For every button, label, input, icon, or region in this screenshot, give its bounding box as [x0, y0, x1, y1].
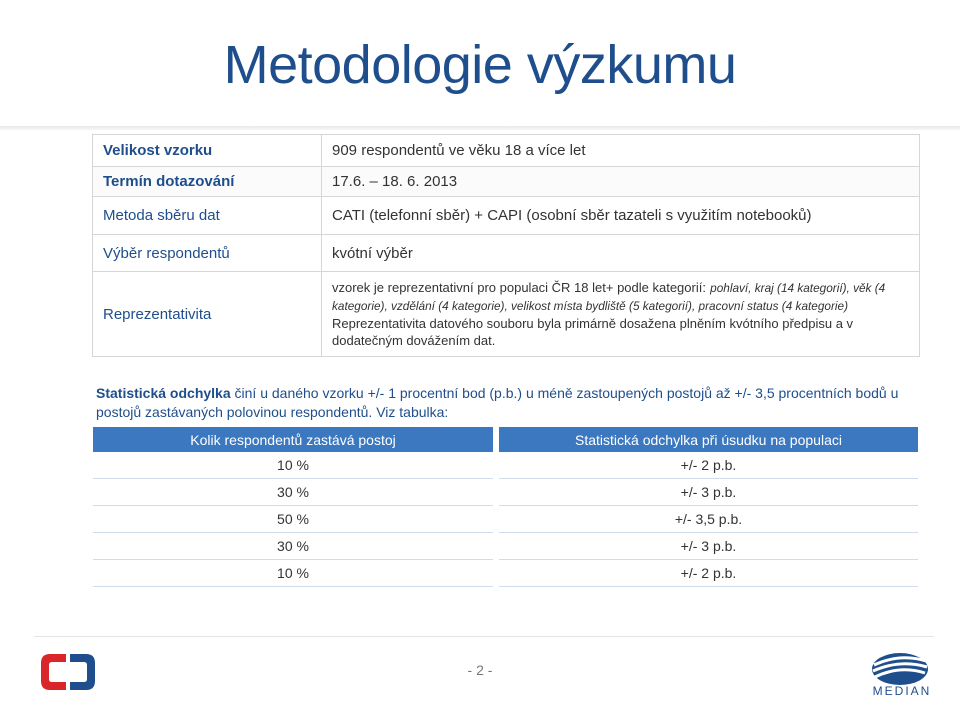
- table-cell: 10 %: [93, 452, 493, 479]
- info-row-sample-size: [93, 135, 920, 167]
- table-row: [93, 506, 918, 533]
- error-table-header: [93, 427, 918, 452]
- table-cell: +/- 2 p.b.: [499, 452, 918, 479]
- info-label: Reprezentativita: [93, 272, 322, 357]
- error-table: [93, 427, 918, 587]
- table-cell: +/- 3 p.b.: [499, 533, 918, 560]
- repr-text-2: Reprezentativita datového souboru byla primárně dosažena plněním kvótního předpisu a v dodatečným dovážením dat.: [332, 316, 854, 348]
- column-header: Kolik respondentů zastává postoj: [93, 427, 493, 452]
- page-number: - 2 -: [467, 662, 493, 678]
- note-text: činí u daného vzorku +/- 1 procentní bod (p.b.) u méně zastoupených postojů až +/- 3,5 procentních bodů u postojů zastávaných polovinou respondentů. Viz tabulka:: [96, 385, 899, 420]
- info-value: CATI (telefonní sběr) + CAPI (osobní sběr tazateli s využitím notebooků): [322, 197, 920, 235]
- table-cell: 30 %: [93, 479, 493, 506]
- statistical-error-note: [96, 384, 936, 422]
- info-value-representativeness: [322, 272, 920, 357]
- info-value: 909 respondentů ve věku 18 a více let: [322, 135, 920, 167]
- repr-categories: pohlaví, kraj (14 kategorií), věk (4 kategorie), vzdělání (4 kategorie), velikost místa bydliště (5 kategorií), pracovní status (4 kategorie): [332, 281, 886, 313]
- column-header: Statistická odchylka při úsudku na populaci: [499, 427, 918, 452]
- info-value: kvótní výběr: [322, 235, 920, 272]
- info-row-selection: [93, 235, 920, 272]
- table-cell: +/- 3 p.b.: [499, 479, 918, 506]
- table-cell: +/- 2 p.b.: [499, 560, 918, 587]
- info-label: Termín dotazování: [93, 167, 322, 197]
- info-row-method: [93, 197, 920, 235]
- info-label: Metoda sběru dat: [93, 197, 322, 235]
- info-row-representativeness: [93, 272, 920, 357]
- info-row-date: [93, 167, 920, 197]
- repr-text-1: vzorek je reprezentativní pro populaci ČR 18 let+ podle kategorií:: [332, 280, 706, 295]
- median-wordmark: MEDIAN: [872, 684, 932, 698]
- table-row: [93, 452, 918, 479]
- table-cell: 10 %: [93, 560, 493, 587]
- table-row: [93, 533, 918, 560]
- info-value: 17.6. – 18. 6. 2013: [322, 167, 920, 197]
- methodology-table: [92, 134, 920, 357]
- slide-title: Metodologie výzkumu: [223, 35, 737, 95]
- note-bold: Statistická odchylka: [96, 385, 231, 401]
- table-cell: 50 %: [93, 506, 493, 533]
- title-divider: [0, 126, 960, 130]
- ceska-televize-logo: [38, 651, 98, 693]
- footer-divider: [34, 636, 934, 637]
- table-row: [93, 479, 918, 506]
- table-row: [93, 560, 918, 587]
- table-cell: +/- 3,5 p.b.: [499, 506, 918, 533]
- info-label: Velikost vzorku: [93, 135, 322, 167]
- info-label: Výběr respondentů: [93, 235, 322, 272]
- table-cell: 30 %: [93, 533, 493, 560]
